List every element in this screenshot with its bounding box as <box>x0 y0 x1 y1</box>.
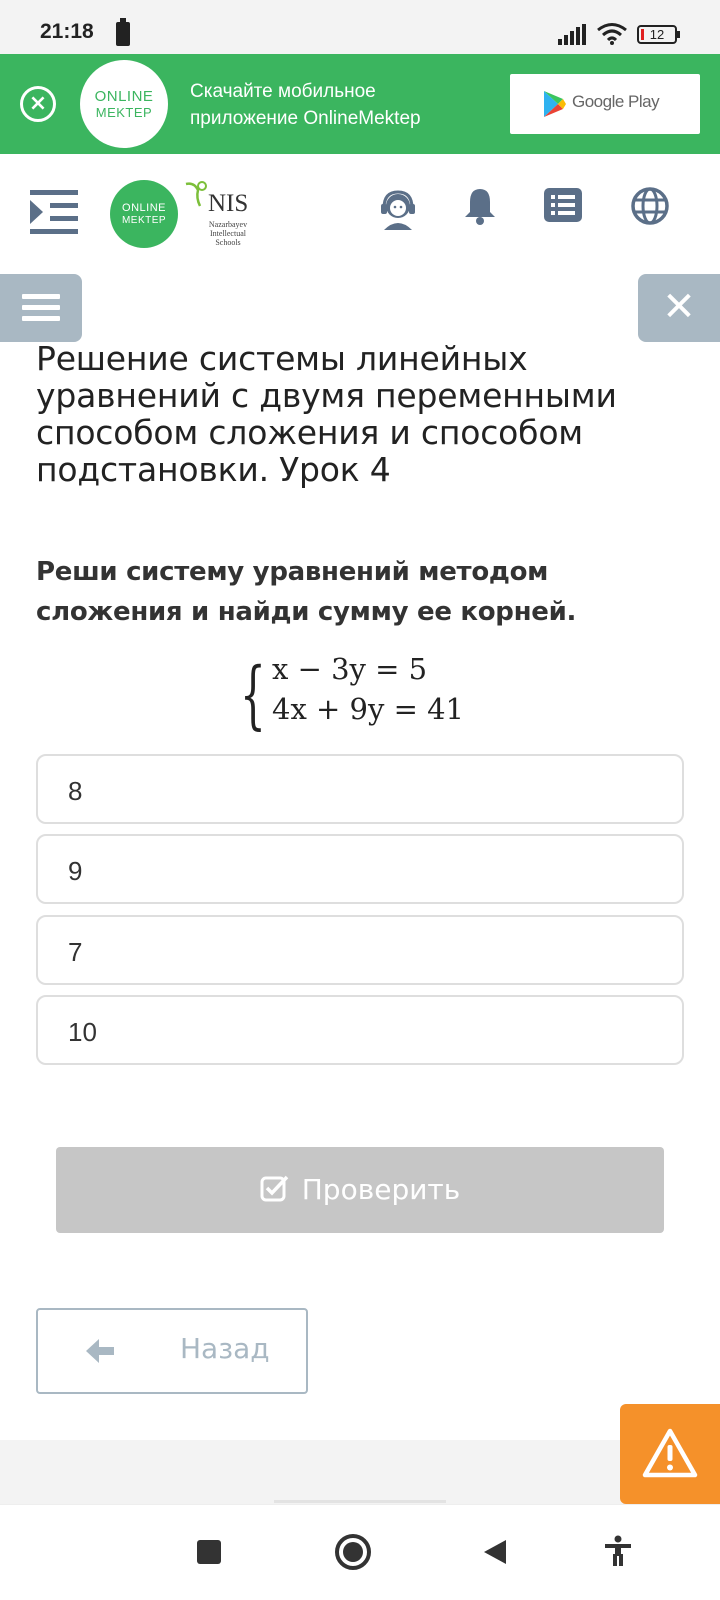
answer-option[interactable] <box>36 915 684 985</box>
home-icon[interactable] <box>334 1533 372 1571</box>
banner-text <box>190 78 490 132</box>
question-text: Реши систему уравнений методом сложения и найди сумму ее корней. <box>36 557 577 627</box>
equation-system <box>240 652 504 746</box>
lesson-title: Решение системы линейных уравнений с двумя переменными способом сложения и способом подстановки. Урок 4 <box>36 339 617 489</box>
answer-option-label: 10 <box>68 1017 97 1047</box>
recents-icon[interactable] <box>196 1539 222 1565</box>
equation-2: 4x + 9y = 41 <box>272 692 465 726</box>
divider <box>274 1500 446 1503</box>
banner-text-line2: приложение OnlineMektep <box>190 108 421 129</box>
nis-logo <box>182 178 252 247</box>
bell-icon[interactable] <box>462 186 498 226</box>
wifi-icon <box>596 22 628 46</box>
signal-icon <box>558 24 588 46</box>
system-nav-bar <box>0 1504 720 1600</box>
status-bar <box>0 0 720 54</box>
google-play-icon <box>544 91 566 117</box>
answer-option-label: 7 <box>68 937 83 967</box>
answer-option-label: 8 <box>68 776 83 806</box>
banner-text-line1: Скачайте мобильное <box>190 81 376 102</box>
arrow-left-icon <box>86 1338 116 1364</box>
logo-line1: ONLINE <box>122 202 166 214</box>
system-brace: { <box>240 652 266 738</box>
answer-option[interactable] <box>36 754 684 824</box>
support-icon[interactable] <box>378 186 418 230</box>
check-button-content <box>56 1147 664 1233</box>
check-button-label: Проверить <box>301 1173 461 1206</box>
status-time: 21:18 <box>40 20 94 43</box>
app-download-banner <box>0 54 720 154</box>
logo-line2: MEKTEP <box>95 105 153 120</box>
logo-line2: MEKTEP <box>121 215 167 226</box>
battery-saver-icon <box>116 22 130 46</box>
lesson-menu-button[interactable] <box>0 274 82 342</box>
answer-option[interactable] <box>36 995 684 1065</box>
accessibility-icon[interactable] <box>604 1535 632 1567</box>
globe-icon[interactable] <box>630 186 670 226</box>
warning-icon <box>642 1428 698 1478</box>
check-button[interactable] <box>56 1147 664 1233</box>
app-header <box>0 154 720 270</box>
back-button[interactable] <box>36 1308 308 1394</box>
checkbox-icon <box>260 1174 290 1202</box>
onlinemektep-logo <box>80 60 168 148</box>
close-banner-icon[interactable]: × <box>20 86 56 122</box>
menu-toggle-icon[interactable] <box>30 188 80 236</box>
back-button-label: Назад <box>180 1332 270 1365</box>
back-nav-icon[interactable] <box>482 1539 508 1565</box>
google-play-button[interactable] <box>510 74 700 134</box>
onlinemektep-logo[interactable] <box>110 180 178 248</box>
answer-option[interactable] <box>36 834 684 904</box>
logo-line1: ONLINE <box>94 88 154 105</box>
nis-subtitle: Nazarbayev Intellectual Schools <box>208 220 248 247</box>
nis-title: NIS <box>208 190 249 217</box>
google-play-label: Google Play <box>572 92 660 111</box>
equation-1: x − 3y = 5 <box>272 652 428 686</box>
page-footer-area <box>0 1440 720 1504</box>
list-icon[interactable] <box>544 186 584 224</box>
close-panel-button[interactable]: ✕ <box>638 274 720 342</box>
battery-icon: 12 <box>637 25 677 44</box>
answer-option-label: 9 <box>68 856 83 886</box>
report-problem-button[interactable] <box>620 1404 720 1504</box>
